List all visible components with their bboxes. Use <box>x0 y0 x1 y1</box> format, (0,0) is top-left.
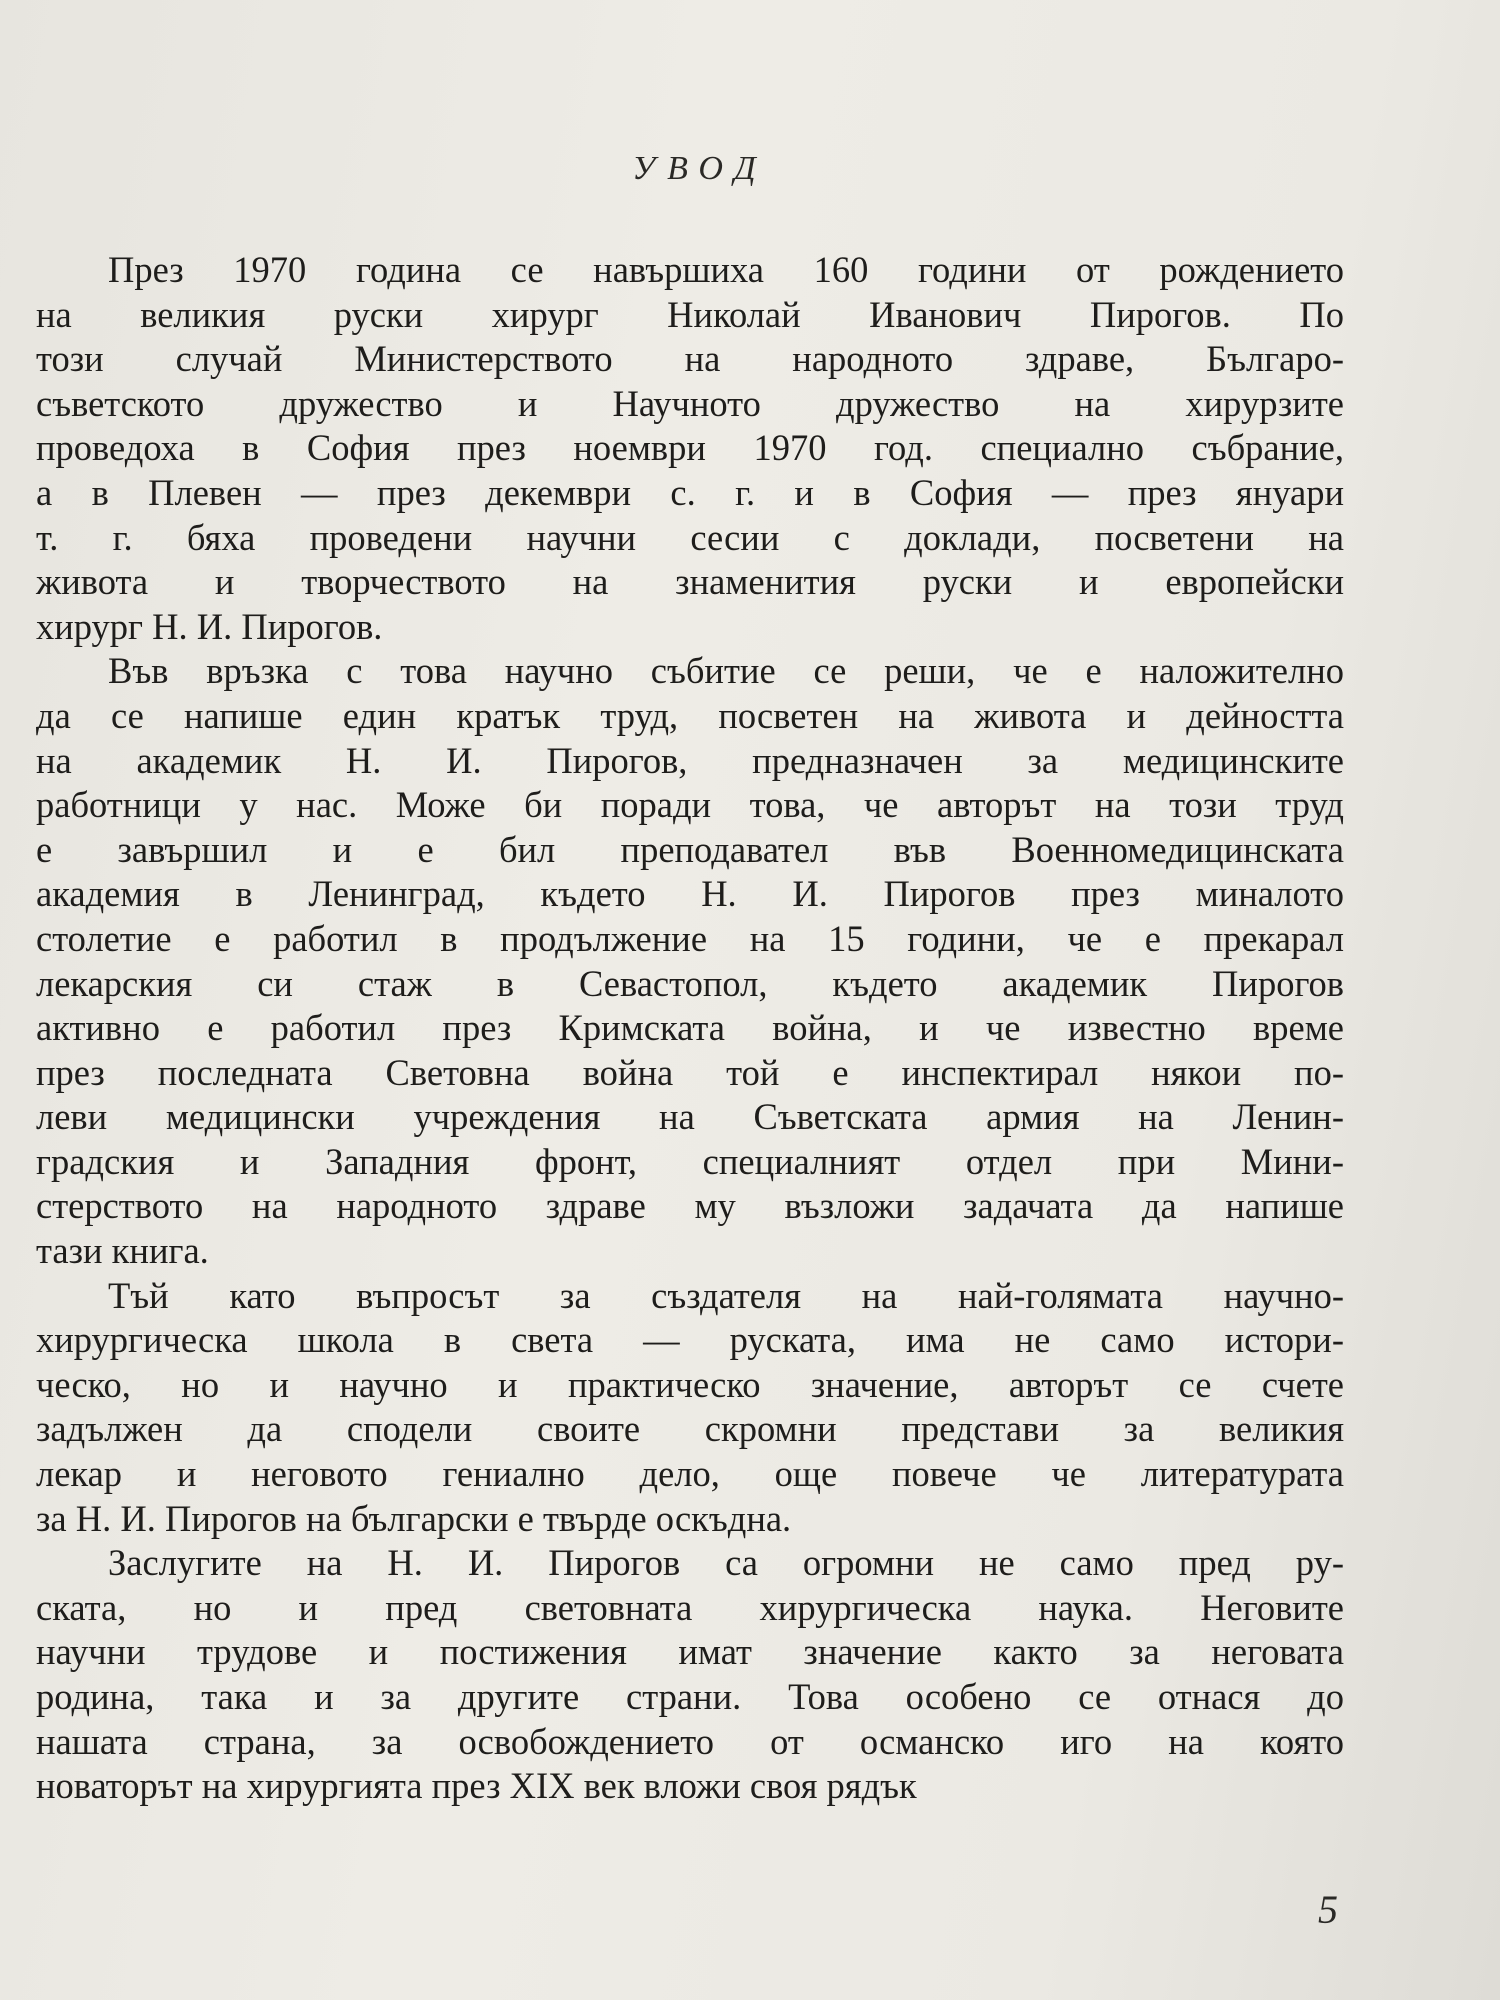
text-line: тази книга. <box>36 1230 209 1272</box>
text-line: лекар и неговото гениално дело, още повече че литературата <box>36 1453 1344 1495</box>
text-line: е завършил и е бил преподавател във Военномедицинската <box>36 828 1344 870</box>
text-line: за Н. И. Пирогов на български е твърде оскъдна. <box>36 1497 792 1539</box>
paragraph <box>36 248 1344 649</box>
text-line: през последната Световна война той е инспектирал някои по- <box>36 1051 1344 1093</box>
text-line: научни трудове и постижения имат значение както за неговата <box>36 1631 1344 1673</box>
text-line: т. г. бяха проведени научни сесии с доклади, посветени на <box>36 516 1344 558</box>
chapter-heading: УВОД <box>632 150 768 187</box>
text-line: на академик Н. И. Пирогов, предназначен за медицинските <box>36 739 1344 781</box>
text-line: хирургическа школа в света — руската, има не само истори- <box>36 1319 1344 1361</box>
text-line: този случай Министерството на народното здраве, Българо- <box>36 338 1344 380</box>
text-line: живота и творчеството на знаменития руски и европейски <box>36 561 1344 603</box>
page-number: 5 <box>1318 1887 1338 1932</box>
text-line: Заслугите на Н. И. Пирогов са огромни не само пред ру- <box>108 1542 1344 1584</box>
text-line: задължен да сподели своите скромни представи за великия <box>36 1408 1344 1450</box>
paragraph <box>36 1274 1344 1542</box>
text-line: работници у нас. Може би поради това, че авторът на този труд <box>36 784 1344 826</box>
text-line: новаторът на хирургията през XIX век вложи своя рядък <box>36 1765 917 1807</box>
paragraph <box>36 1541 1344 1809</box>
text-line: Във връзка с това научно събитие се реши, че е наложително <box>108 650 1344 692</box>
text-line: активно е работил през Кримската война, и че известно време <box>36 1007 1344 1049</box>
text-line: градския и Западния фронт, специалният отдел при Мини- <box>36 1140 1344 1182</box>
text-line: лекарския си стаж в Севастопол, където академик Пирогов <box>36 962 1344 1004</box>
text-line: съветското дружество и Научното дружество на хирурзите <box>36 382 1344 424</box>
text-line: на великия руски хирург Николай Иванович Пирогов. По <box>36 293 1344 335</box>
text-line: проведоха в София през ноември 1970 год. специално събрание, <box>36 427 1344 469</box>
text-line: академия в Ленинград, където Н. И. Пирогов през миналото <box>36 873 1344 915</box>
text-line: стерството на народното здраве му възложи задачата да напише <box>36 1185 1344 1227</box>
text-line: а в Плевен — през декември с. г. и в София — през януари <box>36 471 1344 513</box>
text-line: леви медицински учреждения на Съветската армия на Ленин- <box>36 1096 1344 1138</box>
text-line: През 1970 година се навършиха 160 години от рождението <box>108 249 1344 290</box>
text-line: хирург Н. И. Пирогов. <box>36 605 383 647</box>
text-line: нашата страна, за освобождението от османско иго на която <box>36 1720 1344 1762</box>
text-line: родина, така и за другите страни. Това особено се отнася до <box>36 1676 1344 1717</box>
text-line: Тъй като въпросът за създателя на най-голямата научно- <box>108 1274 1344 1316</box>
text-line: да се напише един кратък труд, посветен на живота и дейността <box>36 694 1344 736</box>
text-line: столетие е работил в продължение на 15 години, че е прекарал <box>36 917 1344 959</box>
body-text <box>36 248 1344 1809</box>
text-line: ческо, но и научно и практическо значение, авторът се счете <box>36 1363 1344 1405</box>
paragraph <box>36 649 1344 1273</box>
text-line: ската, но и пред световната хирургическа наука. Неговите <box>36 1586 1344 1628</box>
